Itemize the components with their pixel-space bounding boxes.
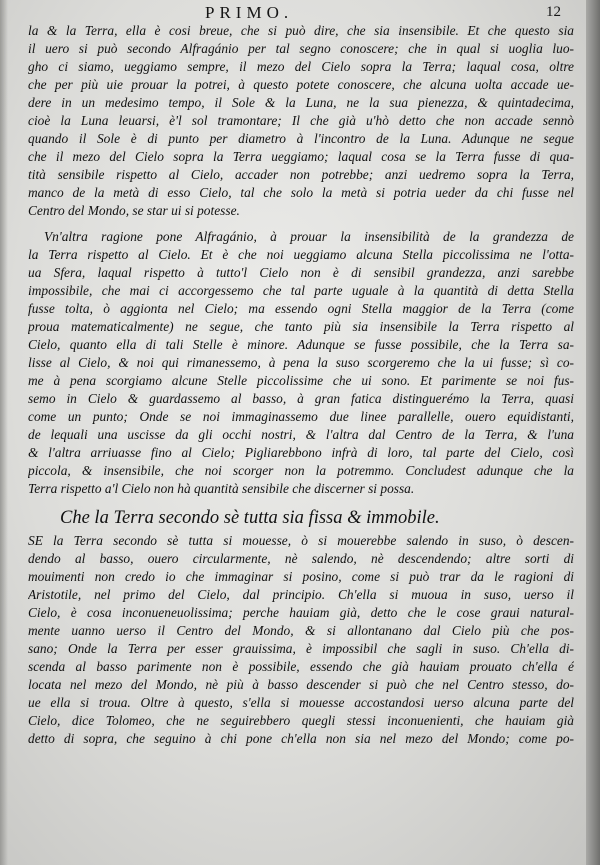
text-line: me à pena scorgiamo alcune Stelle piccolissime che ui sono. Et parimente se noi fus-	[28, 373, 574, 388]
page-shadow-left	[0, 0, 8, 865]
page-header	[0, 3, 600, 23]
text-line: quando il Sole è di punto per diametro à l'incontro de la Luna. Adunque ne segue	[28, 131, 574, 146]
text-line: come un punto; Onde se noi immaginassemo due linee parallelle, ouero equidistanti,	[28, 409, 574, 424]
text-line: de lequali una uscisse da gli occhi nostri, & l'altra dal Centro de la Terra, & l'una	[28, 427, 574, 442]
text-line: dere in un medesimo tempo, il Sole & la Luna, ne la sua pienezza, & quintadecima,	[28, 95, 574, 110]
text-line: impossibile, che mai ci accorgessemo che tal parte uguale à la quantità di detta Stella	[28, 283, 574, 298]
text-line: scenda al basso parimente non è possibile, essendo che già hauiam prouato ch'ella é	[28, 659, 574, 674]
text-line: che per più uie prouar la potrei, à questo potete conoscere, che alcuna uolta accade ue-	[28, 77, 574, 92]
text-line: Cielo, quanto ella di tali Stelle è minore. Adunque se fusse possibile, che la Terra sa-	[28, 337, 574, 352]
text-line: lisse al Cielo, & noi qui rimanessemo, à pena la suso scorgeremo che la ui fusse; sì co-	[28, 355, 574, 370]
text-line: semo in Cielo & guardassemo al basso, à gran fatica distinguerémo la Terra, quasi	[28, 391, 574, 406]
text-line: Vn'altra ragione pone Alfragánio, à prouar la insensibilità de la grandezza de	[44, 229, 574, 244]
text-line: Aristotile, nel primo del Cielo, dal principio. Ch'ella si muoua in suso, uerso il	[28, 587, 574, 602]
text-line: mouimenti non credo io che immaginar si posino, come si può trar da le ragioni di	[28, 569, 574, 584]
text-line: tità sensibile rispetto al Cielo, accader non potrebbe; anzi uedremo sopra la Terra,	[28, 167, 574, 182]
text-line: mente uanno uerso il Centro del Mondo, & si allontanano dal Cielo più che pos-	[28, 623, 574, 638]
text-line: che il mezo del Cielo sopra la Terra ueggiamo; laqual cosa se la Terra fusse di qua-	[28, 149, 574, 164]
text-line: ue ella si troua. Oltre à questo, s'ella si mouesse accostandosi uerso alcuna parte del	[28, 695, 574, 710]
text-line: piccola, & insensibile, che noi scorger non la potremmo. Concludest adunque che la	[28, 463, 574, 478]
text-line: proua matematicalmente) ne segue, che tanto più sia insensibile la Terra rispetto al	[28, 319, 574, 334]
text-line: ua Sfera, laqual rispetto à tutto'l Cielo non è di sensibil grandezza, anzi sarebbe	[28, 265, 574, 280]
text-line: la Terra rispetto al Cielo. Et è che noi ueggiamo alcuna Stella piccolissima ne l'otta-	[28, 247, 574, 262]
text-line: dendo al basso, ouero circularmente, nè salendo, nè descendendo; altre sorti di	[28, 551, 574, 566]
running-head: PRIMO.	[205, 3, 294, 22]
text-line: Cielo, è cosa inconueneuolissima; perche hauiam già, detto che le cose graui natural-	[28, 605, 574, 620]
paragraph-2	[28, 228, 574, 498]
paragraph-3	[28, 532, 574, 748]
text-line: detto di sopra, che seguino à chi pone ch'ella non sia nel mezo del Mondo; come po-	[28, 731, 574, 746]
text-line: il uero si può secondo Alfragánio per tal segno conoscere; che in qual si uoglia luo-	[28, 41, 574, 56]
text-line: Terra rispetto a'l Cielo non hà quantità sensibile che discerner si possa.	[28, 481, 415, 496]
text-line: la & la Terra, ella è cosi breue, che si può dire, che sia insensibile. Et che questo sia	[28, 23, 574, 38]
text-line: SE la Terra secondo sè tutta si mouesse, ò si mouerebbe salendo in suso, ò descen-	[28, 533, 574, 548]
text-line: Centro del Mondo, se star ui si potesse.	[28, 203, 240, 218]
text-line: locata nel mezo del Mondo, nè più à basso descender si può che nel Centro stesso, do-	[28, 677, 574, 692]
section-heading: Che la Terra secondo sè tutta sia fissa & immobile.	[60, 508, 440, 528]
page-edge-right	[586, 0, 600, 865]
text-line: manco de la metà di esso Cielo, tal che solo la metà si potria ueder da chi fusse nel	[28, 185, 574, 200]
page-number: 12	[546, 4, 561, 20]
text-line: Cielo, dice Tolomeo, che ne seguirebbero quegli stessi inconuenienti, che hauiam già	[28, 713, 574, 728]
body-text	[28, 22, 574, 748]
paragraph-1	[28, 22, 574, 220]
text-line: cioè la Luna leuarsi, è'l sol tramontare; Il che già u'hò detto che non accade sennò	[28, 113, 574, 128]
text-line: gho ci siamo, ueggiamo sempre, il mezo del Cielo sopra la Terra; laqual cosa, oltre	[28, 59, 574, 74]
text-line: sano; Onde la Terra per esser grauissima, è impossibil che sagli in suso. Ch'ella di-	[28, 641, 574, 656]
text-line: & l'altra arriuasse fino al Cielo; Pigliarebbono infrà di loro, tal parte del Cielo, così	[28, 445, 574, 460]
text-line: fusse tolta, ò aggionta nel Cielo; ma essendo ogni Stella maggior de la Terra (come	[28, 301, 574, 316]
